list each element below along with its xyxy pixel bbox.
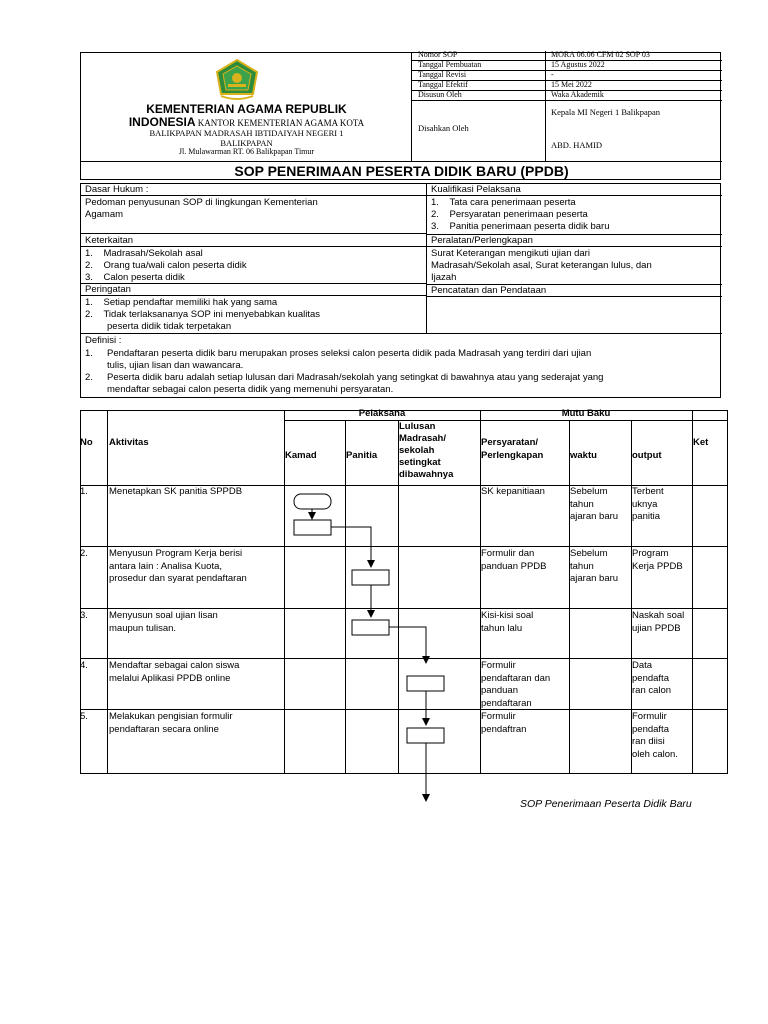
flow-arrow bbox=[331, 527, 371, 566]
meta-label: Disusun Oleh bbox=[418, 90, 462, 99]
peringatan-heading: Peringatan bbox=[85, 284, 131, 295]
row-2-requirement: Formulir dan panduan PPDB bbox=[481, 548, 547, 572]
row-2-no: 2. bbox=[80, 548, 88, 559]
approver-position: Kepala MI Negeri 1 Balikpapan bbox=[551, 107, 661, 117]
meta-value: Waka Akademik bbox=[551, 90, 604, 99]
col-ket-header: Ket bbox=[693, 437, 709, 448]
col-waktu-header: waktu bbox=[570, 450, 597, 461]
definisi-heading: Definisi : bbox=[85, 335, 122, 346]
pencatatan-heading: Pencatatan dan Pendataan bbox=[431, 285, 547, 296]
definisi-2-num: 2. bbox=[85, 372, 93, 383]
flow-process-2 bbox=[352, 570, 389, 585]
definisi-1-line2: tulis, ujian lisan dan wawancara. bbox=[107, 360, 244, 371]
flow-process-4 bbox=[407, 676, 444, 691]
meta-value: - bbox=[551, 70, 554, 79]
row-5-activity: Melakukan pengisian formulir pendaftaran secara online bbox=[109, 711, 233, 735]
org-line1: KEMENTERIAN AGAMA REPUBLIK bbox=[146, 102, 347, 116]
org-line3: BALIKPAPAN MADRASAH IBTIDAIYAH NEGERI 1 bbox=[149, 128, 344, 138]
list-item: 2. Orang tua/wali calon peserta didik bbox=[85, 260, 247, 271]
peralatan-text-1: Surat Keterangan mengikuti ujian dari bbox=[431, 248, 590, 259]
row-5-requirement: Formulir pendaftran bbox=[481, 711, 527, 735]
org-line2-rest: KANTOR KEMENTERIAN AGAMA KOTA bbox=[195, 118, 365, 128]
row-2-activity: Menyusun Program Kerja berisi antara lain : Analisa Kuota, prosedur dan syarat pendaftaran bbox=[109, 548, 247, 584]
col-lulusan-header: Lulusan Madrasah/ sekolah setingkat dibawahnya bbox=[399, 421, 454, 480]
col-mutu-baku-header: Mutu Baku bbox=[561, 408, 611, 419]
col-pelaksana-header: Pelaksana bbox=[358, 408, 406, 419]
meta-label: Tanggal Pembuatan bbox=[418, 60, 482, 69]
keterkaitan-heading: Keterkaitan bbox=[85, 235, 134, 246]
row-3-output: Naskah soal ujian PPDB bbox=[632, 610, 685, 634]
col-persyaratan-header: Persyaratan/ Perlengkapan bbox=[481, 437, 544, 461]
flow-process-5 bbox=[407, 728, 444, 743]
row-5-no: 5. bbox=[80, 711, 88, 722]
page-footer: SOP Penerimaan Peserta Didik Baru bbox=[520, 798, 692, 810]
definisi-1-line1: Pendaftaran peserta didik baru merupakan proses seleksi calon peserta didik pada Madrasah yang terdiri dari ujian bbox=[107, 348, 592, 359]
col-aktivitas-header: Aktivitas bbox=[109, 437, 149, 448]
flow-process-3 bbox=[352, 620, 389, 635]
dasar-hukum-text-2: Agamam bbox=[85, 209, 124, 220]
meta-label: Nomor SOP bbox=[418, 50, 458, 59]
kualifikasi-heading: Kualifikasi Pelaksana bbox=[431, 184, 521, 195]
meta-value: MORA 06.06 CFM 02 SOP 03 bbox=[551, 50, 650, 59]
row-5-output: Formulir pendafta ran diisi oleh calon. bbox=[632, 711, 678, 760]
row-4-activity: Mendaftar sebagai calon siswa melalui Aplikasi PPDB online bbox=[109, 660, 240, 684]
sop-title: SOP PENERIMAAN PESERTA DIDIK BARU (PPDB) bbox=[81, 161, 722, 180]
peralatan-text-3: Ijazah bbox=[431, 272, 457, 283]
row-4-no: 4. bbox=[80, 660, 88, 671]
col-no-header: No bbox=[80, 437, 93, 448]
row-2-waktu: Sebelum tahun ajaran baru bbox=[570, 548, 619, 584]
row-3-no: 3. bbox=[80, 610, 88, 621]
org-address: Jl. Mulawarman RT. 06 Balikpapan Timur bbox=[178, 147, 315, 156]
list-item: 1. Setiap pendaftar memiliki hak yang sama bbox=[85, 297, 278, 308]
flow-start-terminator bbox=[294, 494, 331, 509]
meta-value: 15 Agustus 2022 bbox=[551, 60, 605, 69]
flow-arrow bbox=[389, 627, 426, 662]
definisi-1-num: 1. bbox=[85, 348, 93, 359]
row-4-output: Data pendafta ran calon bbox=[632, 660, 672, 696]
dasar-hukum-heading: Dasar Hukum : bbox=[85, 184, 149, 195]
meta-label: Tanggal Efektif bbox=[418, 80, 468, 89]
row-1-waktu: Sebelum tahun ajaran baru bbox=[570, 486, 619, 522]
list-item: 3. Calon peserta didik bbox=[85, 272, 185, 283]
row-3-activity: Menyusun soal ujian lisan maupun tulisan. bbox=[109, 610, 218, 634]
row-1-activity: Menetapkan SK panitia SPPDB bbox=[109, 486, 243, 497]
row-1-output: Terbent uknya panitia bbox=[632, 486, 664, 522]
col-panitia-header: Panitia bbox=[346, 450, 378, 461]
col-kamad-header: Kamad bbox=[285, 450, 317, 461]
meta-label: Tanggal Revisi bbox=[418, 70, 467, 79]
list-item: 3. Panitia penerimaan peserta didik baru bbox=[431, 221, 610, 232]
row-2-output: Program Kerja PPDB bbox=[632, 548, 683, 572]
org-line4: BALIKPAPAN bbox=[220, 138, 273, 148]
flow-process-1 bbox=[294, 520, 331, 535]
list-item: 2. Persyaratan penerimaan peserta bbox=[431, 209, 588, 220]
row-1-requirement: SK kepanitiaan bbox=[481, 486, 545, 497]
definisi-2-line1: Peserta didik baru adalah setiap lulusan dari Madrasah/sekolah yang setingkat di bawahnya atau yang sederajat yang bbox=[107, 372, 604, 383]
peralatan-text-2: Madrasah/Sekolah asal, Surat keterangan lulus, dan bbox=[431, 260, 652, 271]
row-1-no: 1. bbox=[80, 486, 88, 497]
dasar-hukum-text-1: Pedoman penyusunan SOP di lingkungan Kementerian bbox=[85, 197, 318, 208]
approver-name: ABD. HAMID bbox=[551, 140, 602, 150]
col-output-header: output bbox=[632, 450, 662, 461]
list-item: 1. Madrasah/Sekolah asal bbox=[85, 248, 203, 259]
list-item: 1. Tata cara penerimaan peserta bbox=[431, 197, 576, 208]
meta-value: 15 Mei 2022 bbox=[551, 80, 592, 89]
approved-by-label: Disahkan Oleh bbox=[418, 123, 469, 133]
list-item: 2. Tidak terlaksananya SOP ini menyebabkan kualitas bbox=[85, 309, 320, 320]
peralatan-heading: Peralatan/Perlengkapan bbox=[431, 235, 533, 246]
org-line2-bold: INDONESIA bbox=[128, 115, 196, 129]
row-3-requirement: Kisi-kisi soal tahun lalu bbox=[481, 610, 534, 634]
row-4-requirement: Formulir pendaftaran dan panduan pendaftaran bbox=[481, 660, 551, 709]
peringatan-continuation: peserta didik tidak terpetakan bbox=[107, 321, 232, 332]
definisi-2-line2: mendaftar sebagai calon peserta didik yang memenuhi persyaratan. bbox=[107, 384, 394, 395]
